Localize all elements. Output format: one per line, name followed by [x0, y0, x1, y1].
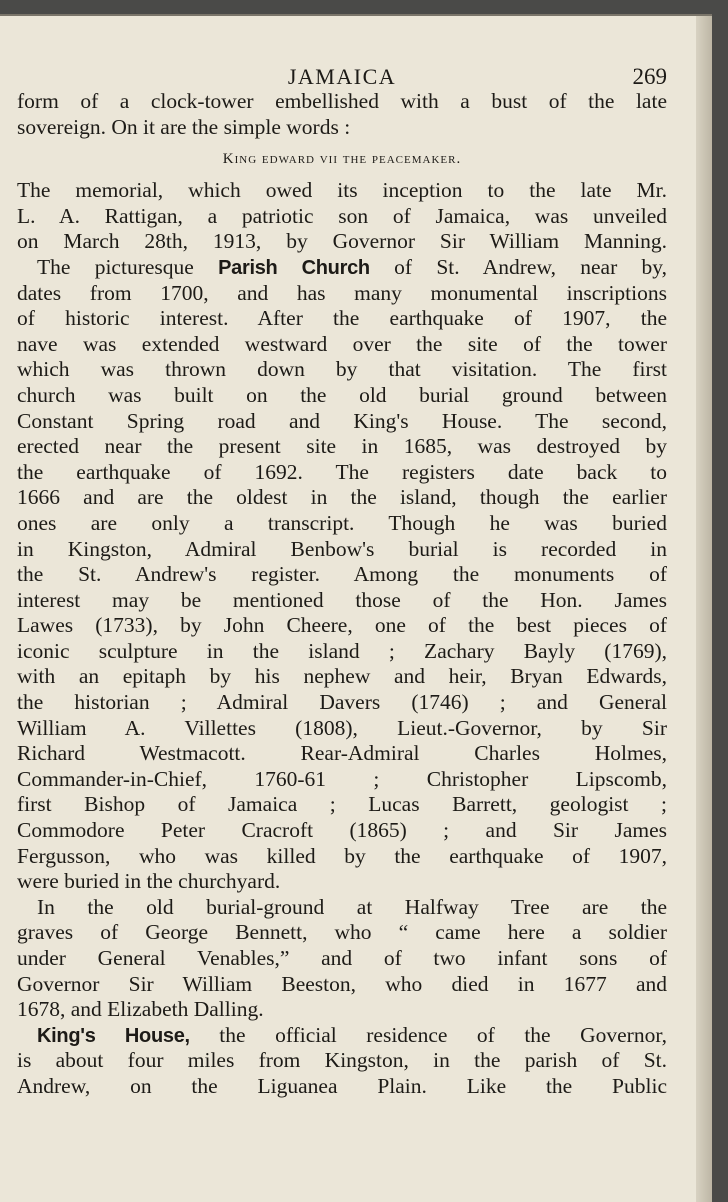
text-line: under General Venables,” and of two infant sons of [17, 946, 667, 970]
text-line: first Bishop of Jamaica ; Lucas Barrett, geologist ; [17, 792, 667, 817]
text-line: which was thrown down by that visitation. The first [17, 357, 667, 382]
running-title: JAMAICA [287, 64, 397, 89]
text-line: Richard Westmacott. Rear-Admiral Charles Holmes, [17, 741, 667, 766]
text-line: The memorial, which owed its inception to the late Mr. [17, 178, 667, 203]
text-line: dates from 1700, and has many monumental inscriptions [17, 280, 667, 305]
text-line: L. A. Rattigan, a patriotic son of Jamaica, was unveiled [17, 203, 667, 228]
text-line: In the old burial-ground at Halfway Tree are the [37, 894, 667, 919]
text-line [17, 255, 667, 281]
text-line: interest may be mentioned those of the Hon. James [17, 587, 667, 612]
text-line: the historian ; Admiral Davers (1746) ; and General [17, 690, 667, 715]
body-text [17, 89, 667, 1100]
text-line: Lawes (1733), by John Cheere, one of the best pieces of [17, 613, 667, 638]
text-line: iconic sculpture in the island ; Zachary Bayly (1769), [17, 638, 667, 663]
text-line: on March 28th, 1913, by Governor Sir William Manning. [17, 229, 667, 254]
lead-text: The picturesque [37, 254, 194, 279]
text-line: were buried in the churchyard. [17, 869, 281, 894]
text-line: 1678, and Elizabeth Dalling. [17, 997, 264, 1022]
text-line: nave was extended westward over the site of the tower [17, 331, 667, 356]
page-edge-shadow [696, 16, 712, 1202]
page-number: 269 [632, 64, 667, 89]
text-line: 1666 and are the oldest in the island, though the earlier [17, 485, 667, 510]
text-line: is about four miles from Kingston, in the parish of St. [17, 1048, 667, 1073]
section-heading-parish-church: Parish Church [218, 256, 370, 279]
lead-tail: of St. Andrew, near by, [394, 254, 667, 279]
text-line: church was built on the old burial ground between [17, 382, 667, 407]
text-line: William A. Villettes (1808), Lieut.-Governor, by Sir [17, 715, 667, 740]
text-line: erected near the present site in 1685, was destroyed by [17, 434, 667, 459]
text-line: Commander-in-Chief, 1760-61 ; Christopher Lipscomb, [17, 766, 667, 791]
text-line: in Kingston, Admiral Benbow's burial is recorded in [17, 536, 667, 561]
text-line: the earthquake of 1692. The registers date back to [17, 459, 667, 484]
text-line: sovereign. On it are the simple words : [17, 114, 351, 139]
text-line: graves of George Bennett, who “ came here a soldier [17, 920, 667, 945]
text-line: the St. Andrew's register. Among the monuments of [17, 562, 667, 587]
text-line: Governor Sir William Beeston, who died in 1677 and [17, 971, 667, 996]
text-line: ones are only a transcript. Though he was buried [17, 510, 667, 535]
text-line: form of a clock-tower embellished with a bust of the late [17, 89, 667, 113]
text-line: Fergusson, who was killed by the earthquake of 1907, [17, 843, 667, 868]
section-heading-kings-house: King's House, [37, 1024, 190, 1047]
text-line [17, 1023, 667, 1049]
lead-tail: the official residence of the Governor, [219, 1022, 667, 1047]
inscription: King edward vii the peacemaker. [222, 151, 462, 168]
text-line: Andrew, on the Liguanea Plain. Like the Public [17, 1073, 667, 1098]
text-line: Constant Spring road and King's House. The second, [17, 408, 667, 433]
text-line: of historic interest. After the earthquake of 1907, the [17, 306, 667, 331]
text-line: with an epitaph by his nephew and heir, Bryan Edwards, [17, 664, 667, 689]
text-line: Commodore Peter Cracroft (1865) ; and Sir James [17, 818, 667, 843]
